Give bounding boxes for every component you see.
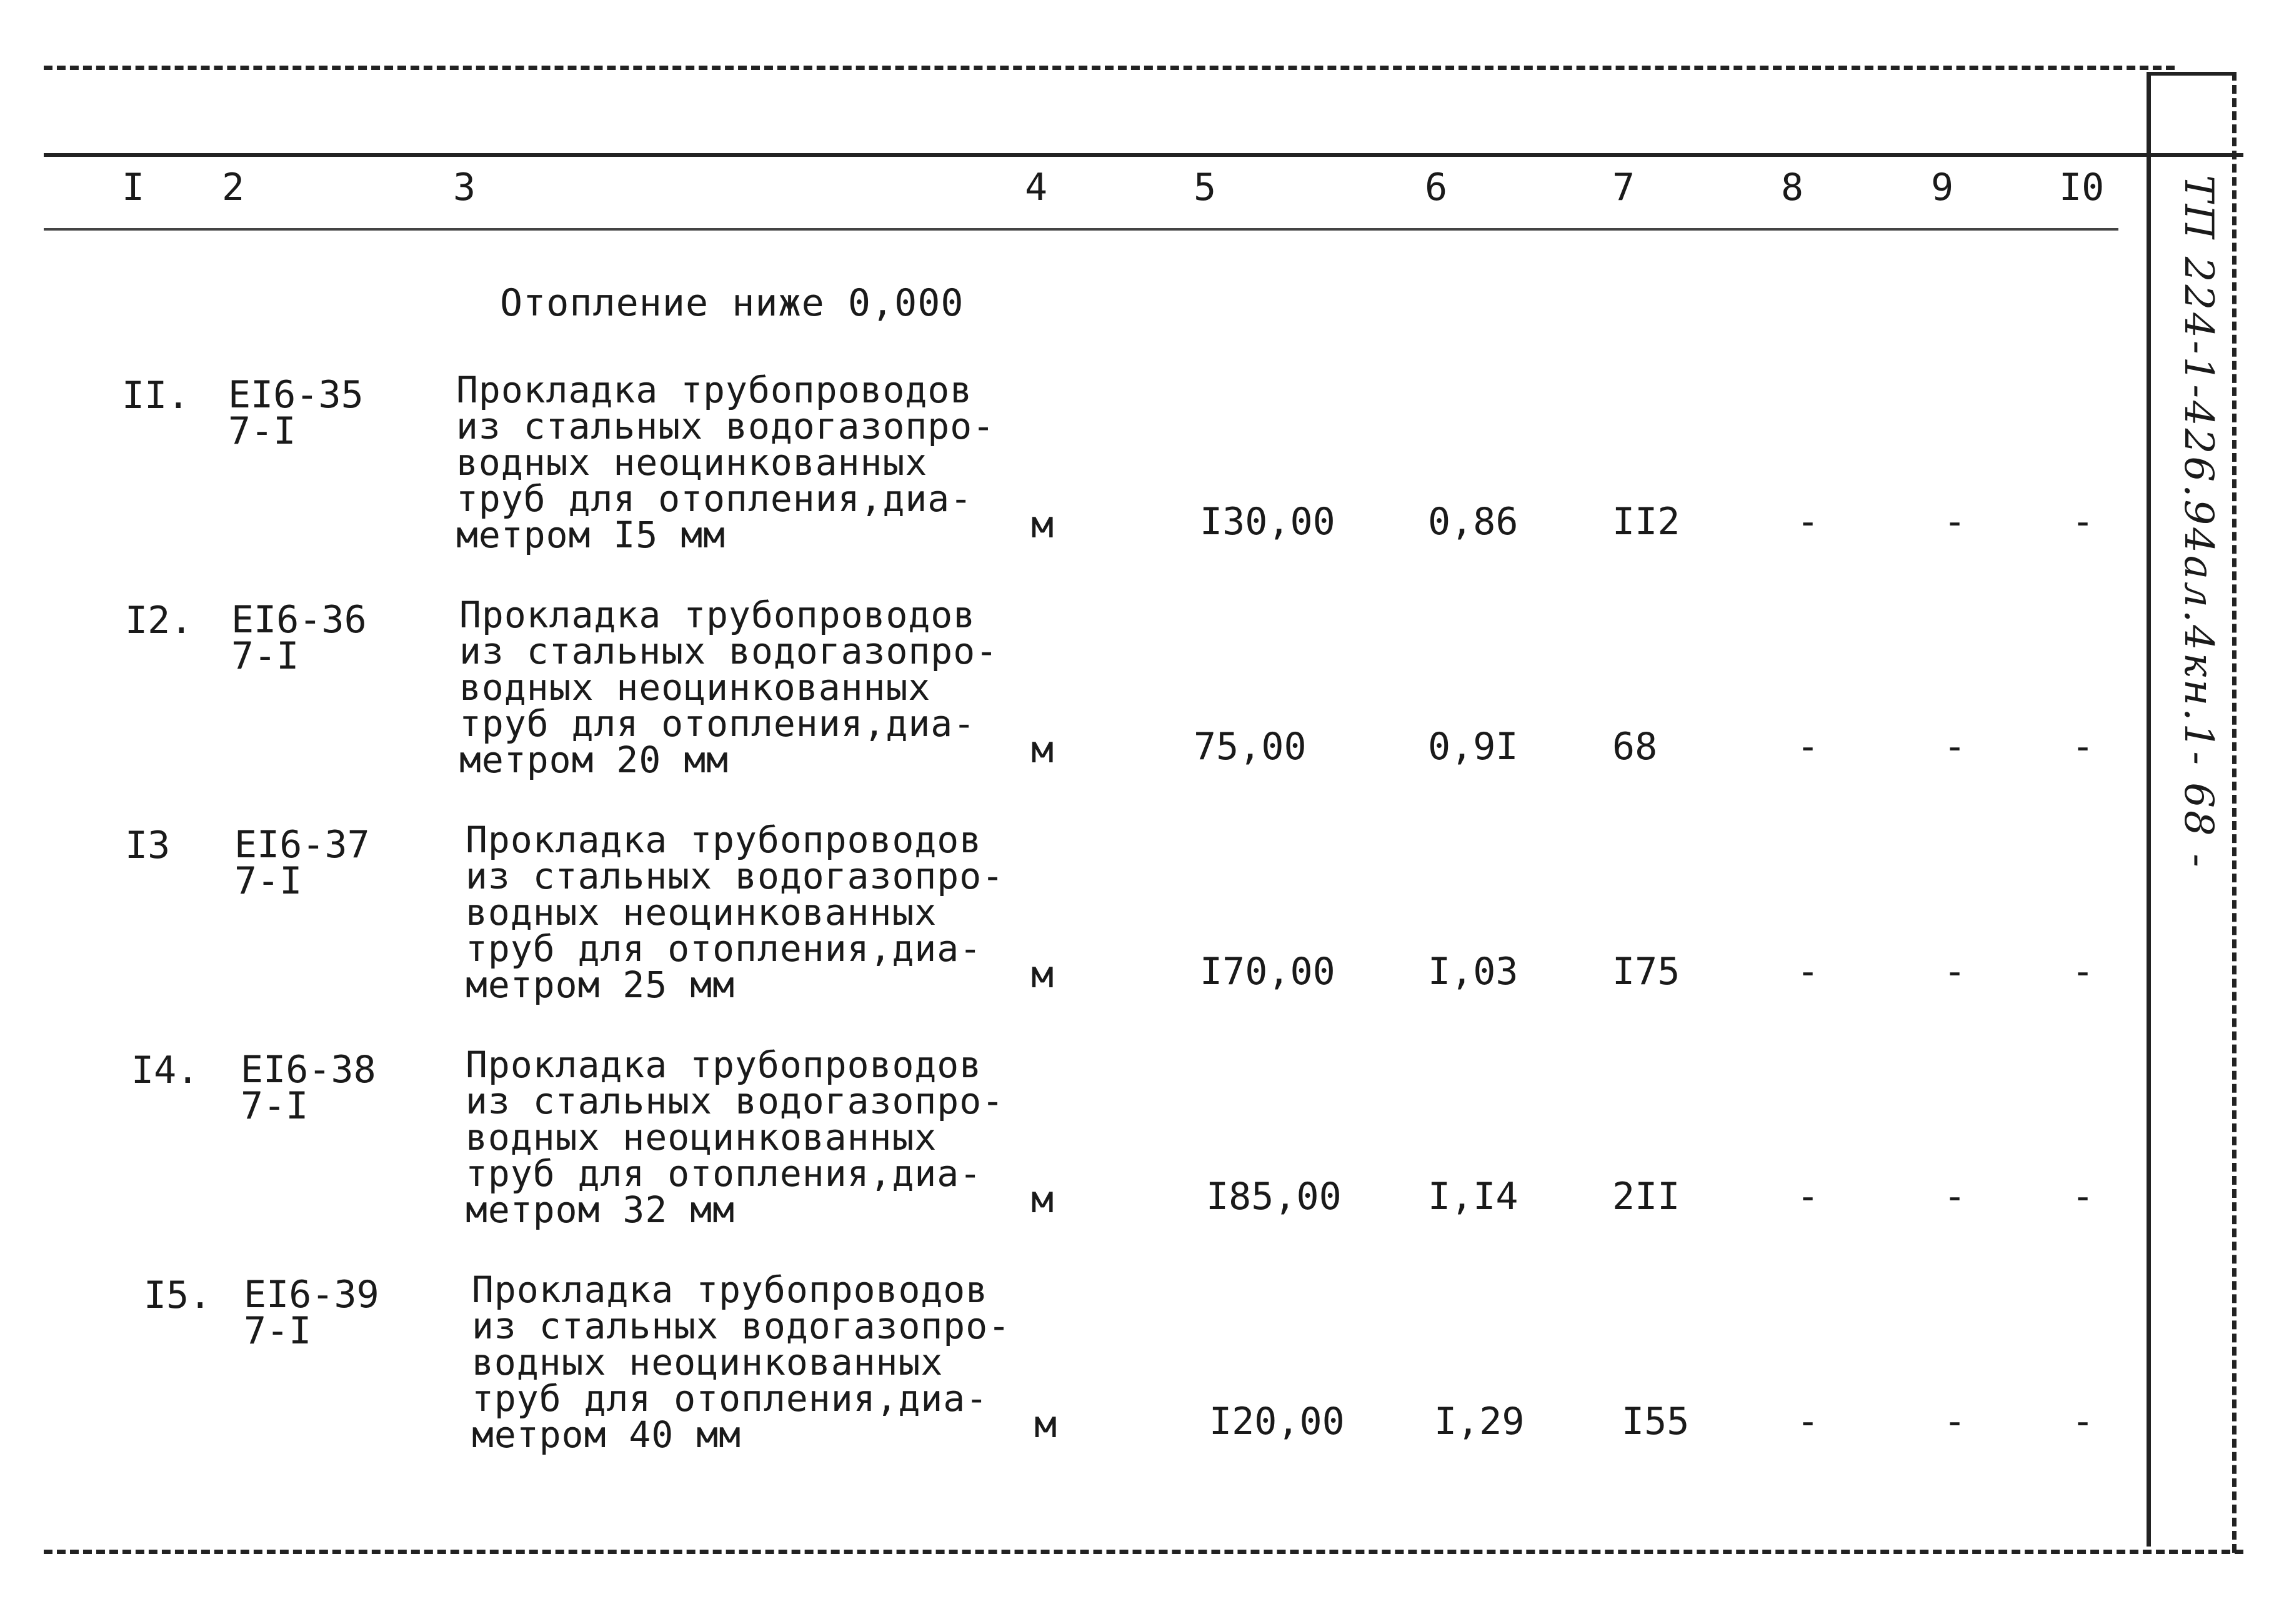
value-col8: - <box>1797 725 1820 769</box>
quantity: I85,00 <box>1206 1175 1342 1218</box>
value-col8: - <box>1797 1400 1820 1443</box>
value-col10: - <box>2072 950 2095 994</box>
unit: м <box>1031 503 1054 547</box>
value-col10: - <box>2072 500 2095 544</box>
column-header-1: I <box>122 166 145 209</box>
quantity: 75,00 <box>1194 725 1307 769</box>
value-col6: I,I4 <box>1428 1175 1519 1218</box>
column-header-6: 6 <box>1425 166 1448 209</box>
value-col9: - <box>1943 1400 1967 1443</box>
unit: м <box>1031 1178 1054 1222</box>
value-col9: - <box>1943 725 1967 769</box>
value-col9: - <box>1943 500 1967 544</box>
unit: м <box>1031 953 1054 997</box>
work-description: Прокладка трубопроводов из стальных водогазопро-водных неоцинкованных труб для отопления,диа-метром I5 мм <box>456 369 995 556</box>
price-code: EI6-35 7-I <box>228 373 364 453</box>
row-number: I4. <box>131 1049 199 1092</box>
quantity: I70,00 <box>1200 950 1335 994</box>
value-col6: I,29 <box>1434 1400 1525 1443</box>
value-col8: - <box>1797 950 1820 994</box>
quantity: I30,00 <box>1200 500 1335 544</box>
value-col7: I55 <box>1622 1400 1690 1443</box>
stamp-right-border <box>2232 72 2237 1553</box>
column-header-4: 4 <box>1025 166 1048 209</box>
row-number: I5. <box>144 1273 212 1317</box>
value-col10: - <box>2072 1400 2095 1443</box>
table-row <box>0 369 2125 597</box>
top-dashed-border <box>44 66 2175 70</box>
bottom-dashed-border <box>44 1550 2243 1554</box>
column-header-5: 5 <box>1194 166 1217 209</box>
header-bottom-rule <box>44 228 2118 231</box>
value-col6: I,03 <box>1428 950 1519 994</box>
row-number: I2. <box>125 599 193 642</box>
work-description: Прокладка трубопроводов из стальных водогазопро-водных неоцинкованных труб для отопления,диа-метром 20 мм <box>459 594 999 781</box>
value-col8: - <box>1797 1175 1820 1218</box>
price-code: EI6-39 7-I <box>244 1273 379 1353</box>
column-header-8: 8 <box>1781 166 1804 209</box>
value-col7: 68 <box>1612 725 1658 769</box>
value-col9: - <box>1943 1175 1967 1218</box>
value-col8: - <box>1797 500 1820 544</box>
header-top-rule <box>44 153 2243 157</box>
value-col6: 0,86 <box>1428 500 1519 544</box>
value-col10: - <box>2072 1175 2095 1218</box>
column-header-2: 2 <box>222 166 245 209</box>
price-code: EI6-38 7-I <box>241 1048 376 1128</box>
table-row <box>0 819 2125 1047</box>
table-row <box>0 1044 2125 1272</box>
work-description: Прокладка трубопроводов из стальных водогазопро-водных неоцинкованных труб для отопления,диа-метром 40 мм <box>472 1268 1011 1456</box>
price-code: EI6-37 7-I <box>234 823 370 903</box>
value-col10: - <box>2072 725 2095 769</box>
table-row <box>0 1268 2125 1497</box>
price-code: EI6-36 7-I <box>231 598 367 678</box>
stamp-top-rule <box>2147 72 2234 76</box>
table-row <box>0 594 2125 822</box>
row-number: I3 <box>125 824 171 867</box>
section-title: Отопление ниже 0,000 <box>500 281 964 325</box>
value-col6: 0,9I <box>1428 725 1519 769</box>
unit: м <box>1034 1403 1057 1447</box>
value-col7: 2II <box>1612 1175 1680 1218</box>
value-col9: - <box>1943 950 1967 994</box>
work-description: Прокладка трубопроводов из стальных водогазопро-водных неоцинкованных труб для отопления,диа-метром 25 мм <box>466 819 1005 1006</box>
unit: м <box>1031 728 1054 772</box>
value-col7: I75 <box>1612 950 1680 994</box>
column-header-3: 3 <box>453 166 476 209</box>
column-header-10: I0 <box>2059 166 2105 209</box>
work-description: Прокладка трубопроводов из стальных водогазопро-водных неоцинкованных труб для отопления,диа-метром 32 мм <box>466 1044 1005 1231</box>
document-stamp: ТП 224-1-426.94ал.4кн.1- 68 - <box>2175 175 2222 870</box>
quantity: I20,00 <box>1209 1400 1345 1443</box>
value-col7: II2 <box>1612 500 1680 544</box>
row-number: II. <box>122 374 190 417</box>
column-header-9: 9 <box>1931 166 1954 209</box>
column-header-7: 7 <box>1612 166 1635 209</box>
stamp-left-border <box>2147 72 2151 1547</box>
